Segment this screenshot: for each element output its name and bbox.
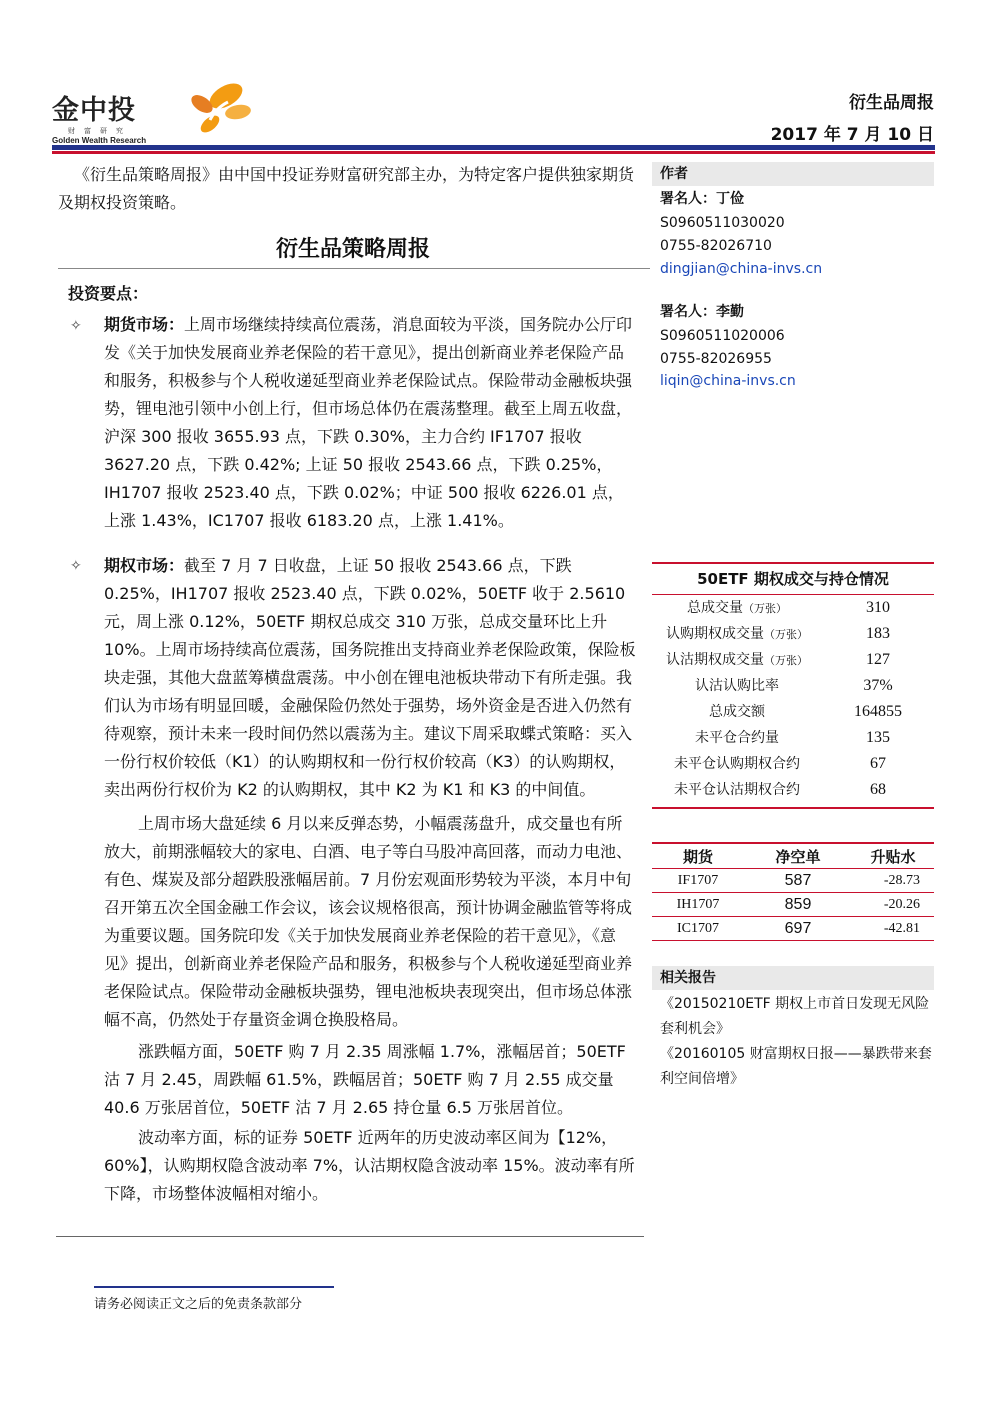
- table-row: [652, 699, 934, 725]
- diamond-bullet-icon: ✧: [70, 558, 82, 574]
- table-header-row: [652, 844, 934, 868]
- row-label: 总成交量: [687, 600, 743, 616]
- table-row: [652, 647, 934, 673]
- net-short-cell: 587: [784, 872, 812, 889]
- bullet-label: 期权市场：: [104, 556, 185, 575]
- basis-cell: -20.26: [883, 897, 920, 912]
- table-row: [652, 893, 934, 917]
- row-value: 183: [866, 625, 890, 642]
- logo-subtitle-en: Golden Wealth Research: [52, 136, 147, 145]
- author-name: 署名人：李勤: [660, 304, 744, 320]
- butterfly-icon: [180, 80, 252, 138]
- logo-subtitle-cn: 财富研究: [68, 127, 132, 135]
- author-phone: 0755-82026710: [660, 238, 772, 254]
- net-short-cell: 859: [784, 896, 812, 913]
- row-value: 67: [870, 755, 886, 772]
- table-row: [652, 595, 934, 621]
- table-row: [652, 777, 934, 803]
- table-row: [652, 869, 934, 893]
- row-label: 未平仓认沽期权合约: [674, 782, 800, 798]
- intro-text: 《衍生品策略周报》由中国中投证券财富研究部主办，为特定客户提供独家期货及期权投资策略。: [58, 165, 635, 212]
- row-label: 总成交额: [709, 704, 765, 720]
- row-label: 认沽期权成交量: [666, 652, 764, 668]
- report-type: 衍生品周报: [849, 93, 934, 113]
- net-short-cell: 697: [784, 920, 812, 937]
- row-unit: （万张）: [764, 628, 808, 641]
- row-unit: （万张）: [743, 602, 787, 615]
- column-header: 期货: [682, 848, 713, 866]
- row-label: 未平仓合约量: [695, 730, 779, 746]
- market-review-paragraph: 上周市场大盘延续 6 月以来反弹态势，小幅震荡盘升，成交量也有所放大，前期涨幅较大的家电、白酒、电子等白马股冲高回落，而动力电池、有色、煤炭及部分超跌股涨幅居前。7 月份宏观面形势较为平淡，本月中旬召开第五次全国金融工作会议，该会议规格很高，预计协调金融监管等将成为重要议题。国务院印发《关于加快发展商业养老保险的若干意见》，《意见》提出，创新商业养老保险产品和服务，积极参与个人税收递延型商业养老保险试点。保险带动金融板块强势，锂电池板块表现突出，但市场总体涨幅不高，仍然处于存量资金调仓换股格局。: [104, 814, 633, 1029]
- options-market-bullet: [104, 552, 636, 804]
- page-title: 衍生品策略周报: [275, 237, 430, 262]
- contract-cell: IC1707: [677, 921, 719, 936]
- header-divider-red: [52, 151, 935, 154]
- logo-text: 金中投: [52, 95, 136, 126]
- column-header: 净空单: [775, 848, 821, 866]
- author-email-link[interactable]: dingjian@china-invs.cn: [660, 261, 823, 277]
- futures-market-bullet: [104, 311, 636, 535]
- price-change-paragraph: 涨跌幅方面，50ETF 购 7 月 2.35 周涨幅 1.7%，涨幅居首；50ETF 沽 7 月 2.45，周跌幅 61.5%，跌幅居首；50ETF 购 7 月 2.55 成交量 40.6 万张居首位，50ETF 沽 7 月 2.65 持仓量 6.5 万张居首位。: [104, 1042, 626, 1117]
- table-row: [652, 673, 934, 699]
- diamond-bullet-icon: ✧: [70, 318, 82, 334]
- row-value: 135: [866, 729, 890, 746]
- title-divider: [58, 268, 650, 269]
- contract-cell: IH1707: [676, 897, 720, 912]
- row-label: 未平仓认购期权合约: [674, 756, 800, 772]
- table-bottom-rule: [652, 807, 934, 809]
- bullet-label: 期货市场：: [104, 315, 185, 334]
- basis-cell: -42.81: [883, 921, 920, 936]
- row-value: 164855: [854, 703, 902, 720]
- row-label: 认沽认购比率: [695, 678, 779, 694]
- footer-divider: [94, 1286, 334, 1288]
- row-value: 37%: [863, 677, 893, 694]
- row-value: 310: [866, 599, 890, 616]
- volatility-paragraph: 波动率方面，标的证券 50ETF 近两年的历史波动率区间为【12%，60%】，认购期权隐含波动率 7%，认沽期权隐含波动率 15%。波动率有所下降，市场整体波幅相对缩小。: [104, 1128, 635, 1203]
- author-cert: S0960511020006: [660, 328, 785, 344]
- disclaimer-note: 请务必阅读正文之后的免责条款部分: [94, 1297, 303, 1312]
- row-unit: （万张）: [764, 654, 808, 667]
- table-row: [652, 621, 934, 647]
- author-email-link[interactable]: liqin@china-invs.cn: [660, 373, 796, 389]
- basis-cell: -28.73: [883, 873, 920, 888]
- related-reports-heading: 相关报告: [652, 966, 934, 990]
- bullet-text: 上周市场继续持续高位震荡，消息面较为平淡，国务院办公厅印发《关于加快发展商业养老保险的若干意见》，提出创新商业养老保险产品和服务，积极参与个人税收递延型商业养老保险试点。保险带动金融板块强势，锂电池引领中小创上行，但市场总体仍在震荡整理。截至上周五收盘，沪深 300 报收 3655.93 点，下跌 0.30%，主力合约 IF1707 报收 3627.20 点，下跌 0.42%; 上证 50 报收 2543.66 点，下跌 0.25%，IH1707 报收 2523.40 点，下跌 0.02%；中证 500 报收 6226.01 点，上涨 1.43%，IC1707 报收 6183.20 点，上涨 1.41%。: [104, 315, 633, 530]
- row-value: 68: [870, 781, 886, 798]
- related-report-link[interactable]: 《20150210ETF 期权上市首日发现无风险套利机会》: [660, 996, 930, 1037]
- company-logo: [52, 80, 212, 150]
- author-phone: 0755-82026955: [660, 351, 772, 367]
- table-row: [652, 917, 934, 941]
- author-name: 署名人：丁俭: [660, 191, 744, 207]
- content-end-divider: [56, 1236, 644, 1237]
- key-points-heading: 投资要点：: [68, 284, 149, 303]
- related-report-link[interactable]: 《20160105 财富期权日报——暴跌带来套利空间倍增》: [660, 1046, 932, 1087]
- column-header: 升贴水: [870, 848, 916, 866]
- header-divider-blue: [52, 145, 935, 150]
- author-cert: S0960511030020: [660, 215, 785, 231]
- futures-basis-table: [652, 842, 934, 941]
- row-label: 认购期权成交量: [666, 626, 764, 642]
- etf-options-table: [652, 562, 934, 809]
- author-heading: 作者: [652, 162, 934, 186]
- table-title: 50ETF 期权成交与持仓情况: [697, 570, 889, 588]
- row-value: 127: [866, 651, 890, 668]
- report-date: 2017 年 7 月 10 日: [770, 125, 934, 145]
- bullet-text: 截至 7 月 7 日收盘，上证 50 报收 2543.66 点，下跌 0.25%，IH1707 报收 2523.40 点，下跌 0.02%，50ETF 收于 2.5610 元，周上涨 0.12%，50ETF 期权总成交 310 万张，总成交量环比上升 10%。上周市场持续高位震荡，国务院推出支持商业养老保险政策，保险板块走强，其他大盘蓝筹横盘震荡。中小创在锂电池板块带动下有所走强。我们认为市场有明显回暖，金融保险仍然处于强势，场外资金是否进入仍然有待观察，预计未来一段时间仍然以震荡为主。建议下周采取蝶式策略：买入一份行权价较低（K1）的认购期权和一份行权价较高（K3）的认购期权，卖出两份行权价为 K2 的认购期权，其中 K2 为 K1 和 K3 的中间值。: [104, 556, 636, 799]
- table-row: [652, 751, 934, 777]
- contract-cell: IF1707: [677, 873, 719, 888]
- table-row: [652, 725, 934, 751]
